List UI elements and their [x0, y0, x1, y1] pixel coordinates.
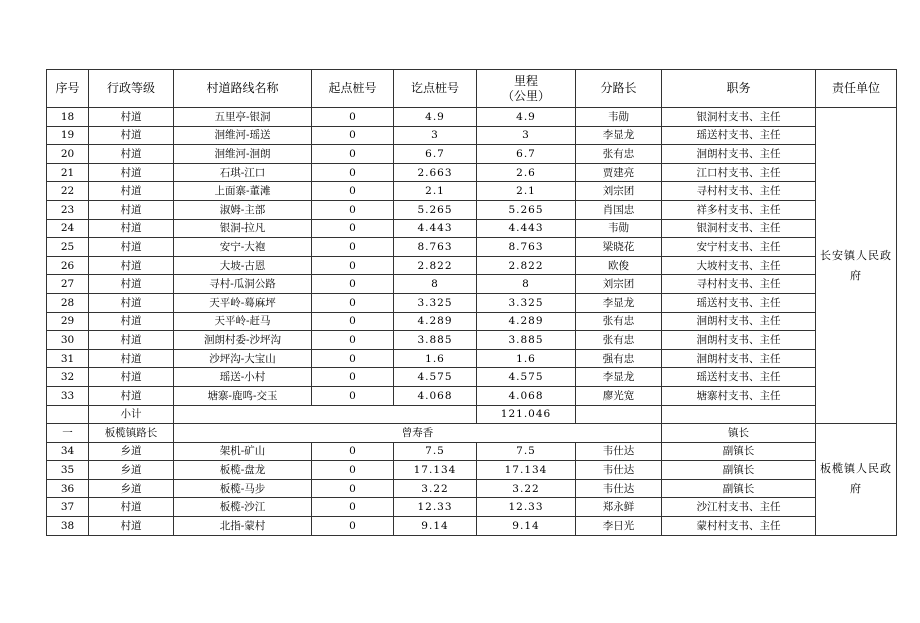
cell-no: 20	[47, 145, 89, 164]
table-row	[47, 126, 897, 145]
cell-no: 23	[47, 200, 89, 219]
cell-route-name: 沙坪沟-大宝山	[174, 349, 312, 368]
cell-start: 0	[312, 461, 394, 480]
cell-no: 19	[47, 126, 89, 145]
cell-start: 0	[312, 349, 394, 368]
cell-position: 副镇长	[662, 461, 816, 480]
table-row	[47, 498, 897, 517]
cell-end: 2.822	[394, 256, 477, 275]
cell-end: 6.7	[394, 145, 477, 164]
cell-no: 18	[47, 108, 89, 127]
cell-level: 乡道	[89, 479, 174, 498]
cell-chief: 郑永鲜	[576, 498, 662, 517]
cell-chief: 肖国忠	[576, 200, 662, 219]
cell-route-name: 瑶送-小村	[174, 368, 312, 387]
cell-level: 村道	[89, 349, 174, 368]
header-length: 里程 （公里）	[477, 70, 576, 108]
cell-chief: 李显龙	[576, 126, 662, 145]
cell-responsible-unit: 板榄镇人民政府	[816, 424, 897, 536]
subtotal-blank-position	[662, 405, 816, 424]
cell-chief: 李显龙	[576, 293, 662, 312]
section-no: 一	[47, 424, 89, 443]
header-route-name: 村道路线名称	[174, 70, 312, 108]
cell-end: 4.443	[394, 219, 477, 238]
cell-no: 28	[47, 293, 89, 312]
cell-start: 0	[312, 312, 394, 331]
table-row	[47, 182, 897, 201]
cell-end: 2.663	[394, 163, 477, 182]
cell-position: 塘寨村支书、主任	[662, 386, 816, 405]
header-end: 讫点桩号	[394, 70, 477, 108]
cell-no: 36	[47, 479, 89, 498]
road-chief-table	[46, 69, 897, 536]
cell-route-name: 安宁-大袍	[174, 238, 312, 257]
cell-end: 8	[394, 275, 477, 294]
cell-level: 村道	[89, 108, 174, 127]
cell-no: 34	[47, 442, 89, 461]
cell-start: 0	[312, 386, 394, 405]
cell-length: 2.1	[477, 182, 576, 201]
section-row	[47, 424, 897, 443]
cell-end: 3.885	[394, 331, 477, 350]
cell-level: 村道	[89, 219, 174, 238]
cell-route-name: 架机-矿山	[174, 442, 312, 461]
cell-chief: 韦仕达	[576, 479, 662, 498]
cell-route-name: 板榄-沙江	[174, 498, 312, 517]
cell-length: 4.289	[477, 312, 576, 331]
subtotal-blank	[47, 405, 89, 424]
cell-start: 0	[312, 442, 394, 461]
cell-no: 33	[47, 386, 89, 405]
cell-position: 安宁村支书、主任	[662, 238, 816, 257]
section-chief: 曾寿香	[174, 424, 662, 443]
cell-start: 0	[312, 126, 394, 145]
cell-end: 4.575	[394, 368, 477, 387]
cell-no: 37	[47, 498, 89, 517]
cell-length: 6.7	[477, 145, 576, 164]
cell-position: 蒙村村支书、主任	[662, 517, 816, 536]
cell-chief: 欧俊	[576, 256, 662, 275]
cell-length: 3	[477, 126, 576, 145]
section-position: 镇长	[662, 424, 816, 443]
header-unit: 责任单位	[816, 70, 897, 108]
cell-start: 0	[312, 200, 394, 219]
cell-level: 村道	[89, 331, 174, 350]
cell-length: 5.265	[477, 200, 576, 219]
table-row	[47, 442, 897, 461]
cell-length: 9.14	[477, 517, 576, 536]
cell-end: 1.6	[394, 349, 477, 368]
cell-route-name: 洄维河-瑶送	[174, 126, 312, 145]
cell-position: 银洞村支书、主任	[662, 108, 816, 127]
table-row	[47, 386, 897, 405]
cell-length: 3.325	[477, 293, 576, 312]
cell-chief: 刘宗团	[576, 182, 662, 201]
cell-start: 0	[312, 498, 394, 517]
cell-level: 乡道	[89, 461, 174, 480]
section-town: 板榄镇路长	[89, 424, 174, 443]
table-row	[47, 108, 897, 127]
cell-no: 22	[47, 182, 89, 201]
table-row	[47, 219, 897, 238]
cell-level: 村道	[89, 498, 174, 517]
cell-no: 24	[47, 219, 89, 238]
cell-chief: 贾建亮	[576, 163, 662, 182]
cell-start: 0	[312, 108, 394, 127]
cell-no: 25	[47, 238, 89, 257]
cell-no: 32	[47, 368, 89, 387]
cell-route-name: 上面寨-董滩	[174, 182, 312, 201]
cell-level: 村道	[89, 238, 174, 257]
cell-length: 2.822	[477, 256, 576, 275]
cell-position: 寻村村支书、主任	[662, 182, 816, 201]
header-start: 起点桩号	[312, 70, 394, 108]
cell-level: 村道	[89, 293, 174, 312]
cell-start: 0	[312, 238, 394, 257]
cell-end: 12.33	[394, 498, 477, 517]
header-no: 序号	[47, 70, 89, 108]
table-row	[47, 331, 897, 350]
cell-length: 3.885	[477, 331, 576, 350]
cell-end: 7.5	[394, 442, 477, 461]
cell-route-name: 大坡-古恩	[174, 256, 312, 275]
cell-route-name: 北指-蒙村	[174, 517, 312, 536]
cell-start: 0	[312, 145, 394, 164]
cell-position: 银洞村支书、主任	[662, 219, 816, 238]
cell-position: 祥多村支书、主任	[662, 200, 816, 219]
cell-route-name: 塘寨-鹿鸣-交玉	[174, 386, 312, 405]
cell-chief: 刘宗团	[576, 275, 662, 294]
cell-level: 村道	[89, 256, 174, 275]
cell-length: 12.33	[477, 498, 576, 517]
cell-chief: 梁晓花	[576, 238, 662, 257]
table-row	[47, 163, 897, 182]
cell-position: 洄朗村支书、主任	[662, 145, 816, 164]
subtotal-row	[47, 405, 897, 424]
cell-start: 0	[312, 182, 394, 201]
cell-route-name: 板榄-盘龙	[174, 461, 312, 480]
cell-level: 村道	[89, 312, 174, 331]
cell-position: 江口村支书、主任	[662, 163, 816, 182]
cell-level: 村道	[89, 368, 174, 387]
cell-position: 大坡村支书、主任	[662, 256, 816, 275]
cell-no: 26	[47, 256, 89, 275]
cell-route-name: 银洞-拉凡	[174, 219, 312, 238]
cell-position: 洄朗村支书、主任	[662, 349, 816, 368]
cell-chief: 韦勋	[576, 108, 662, 127]
table-row	[47, 238, 897, 257]
cell-end: 4.068	[394, 386, 477, 405]
table-row	[47, 293, 897, 312]
cell-start: 0	[312, 293, 394, 312]
cell-no: 38	[47, 517, 89, 536]
header-position: 职务	[662, 70, 816, 108]
cell-position: 瑶送村支书、主任	[662, 126, 816, 145]
cell-chief: 张有忠	[576, 331, 662, 350]
cell-chief: 强有忠	[576, 349, 662, 368]
cell-end: 3.22	[394, 479, 477, 498]
cell-level: 村道	[89, 126, 174, 145]
cell-position: 洄朗村支书、主任	[662, 331, 816, 350]
subtotal-spacer	[174, 405, 477, 424]
cell-level: 村道	[89, 145, 174, 164]
table-row	[47, 479, 897, 498]
cell-end: 17.134	[394, 461, 477, 480]
cell-end: 5.265	[394, 200, 477, 219]
cell-level: 乡道	[89, 442, 174, 461]
cell-chief: 张有忠	[576, 145, 662, 164]
cell-no: 27	[47, 275, 89, 294]
cell-route-name: 板榄-马步	[174, 479, 312, 498]
cell-position: 副镇长	[662, 479, 816, 498]
table-row	[47, 368, 897, 387]
cell-end: 2.1	[394, 182, 477, 201]
cell-end: 9.14	[394, 517, 477, 536]
table-row	[47, 349, 897, 368]
cell-no: 31	[47, 349, 89, 368]
cell-length: 4.443	[477, 219, 576, 238]
cell-chief: 张有忠	[576, 312, 662, 331]
cell-chief: 李日光	[576, 517, 662, 536]
cell-position: 寻村村支书、主任	[662, 275, 816, 294]
cell-start: 0	[312, 368, 394, 387]
table-row	[47, 312, 897, 331]
cell-length: 3.22	[477, 479, 576, 498]
cell-route-name: 天平岭-蓦麻坪	[174, 293, 312, 312]
cell-start: 0	[312, 275, 394, 294]
cell-route-name: 洄维河-洄朗	[174, 145, 312, 164]
cell-length: 4.575	[477, 368, 576, 387]
header-level: 行政等级	[89, 70, 174, 108]
cell-start: 0	[312, 219, 394, 238]
subtotal-value: 121.046	[477, 405, 576, 424]
cell-no: 29	[47, 312, 89, 331]
header-row	[47, 70, 897, 108]
cell-position: 瑶送村支书、主任	[662, 368, 816, 387]
cell-route-name: 淑姆-主部	[174, 200, 312, 219]
cell-start: 0	[312, 479, 394, 498]
cell-route-name: 洄朗村委-沙坪沟	[174, 331, 312, 350]
cell-end: 8.763	[394, 238, 477, 257]
cell-route-name: 五里亭-银洞	[174, 108, 312, 127]
cell-end: 3	[394, 126, 477, 145]
cell-start: 0	[312, 517, 394, 536]
header-chief: 分路长	[576, 70, 662, 108]
cell-route-name: 寻村-瓜洞公路	[174, 275, 312, 294]
cell-chief: 韦仕达	[576, 461, 662, 480]
cell-level: 村道	[89, 517, 174, 536]
cell-end: 3.325	[394, 293, 477, 312]
table-row	[47, 461, 897, 480]
cell-no: 21	[47, 163, 89, 182]
cell-chief: 廖光宽	[576, 386, 662, 405]
table-row	[47, 517, 897, 536]
cell-start: 0	[312, 256, 394, 275]
cell-no: 30	[47, 331, 89, 350]
cell-length: 4.068	[477, 386, 576, 405]
cell-end: 4.9	[394, 108, 477, 127]
cell-position: 瑶送村支书、主任	[662, 293, 816, 312]
cell-start: 0	[312, 163, 394, 182]
cell-length: 8.763	[477, 238, 576, 257]
cell-length: 4.9	[477, 108, 576, 127]
cell-position: 洄朗村支书、主任	[662, 312, 816, 331]
cell-route-name: 石琪-江口	[174, 163, 312, 182]
subtotal-label: 小计	[89, 405, 174, 424]
subtotal-blank-chief	[576, 405, 662, 424]
cell-route-name: 天平岭-赶马	[174, 312, 312, 331]
cell-no: 35	[47, 461, 89, 480]
cell-level: 村道	[89, 182, 174, 201]
cell-length: 8	[477, 275, 576, 294]
cell-position: 沙江村支书、主任	[662, 498, 816, 517]
cell-level: 村道	[89, 200, 174, 219]
table-row	[47, 200, 897, 219]
table-row	[47, 275, 897, 294]
cell-end: 4.289	[394, 312, 477, 331]
cell-chief: 韦勋	[576, 219, 662, 238]
cell-length: 17.134	[477, 461, 576, 480]
table-row	[47, 256, 897, 275]
cell-level: 村道	[89, 275, 174, 294]
cell-level: 村道	[89, 386, 174, 405]
cell-responsible-unit: 长安镇人民政府	[816, 108, 897, 424]
cell-length: 2.6	[477, 163, 576, 182]
cell-chief: 李显龙	[576, 368, 662, 387]
cell-start: 0	[312, 331, 394, 350]
cell-length: 1.6	[477, 349, 576, 368]
cell-length: 7.5	[477, 442, 576, 461]
cell-position: 副镇长	[662, 442, 816, 461]
cell-chief: 韦仕达	[576, 442, 662, 461]
table-row	[47, 145, 897, 164]
cell-level: 村道	[89, 163, 174, 182]
